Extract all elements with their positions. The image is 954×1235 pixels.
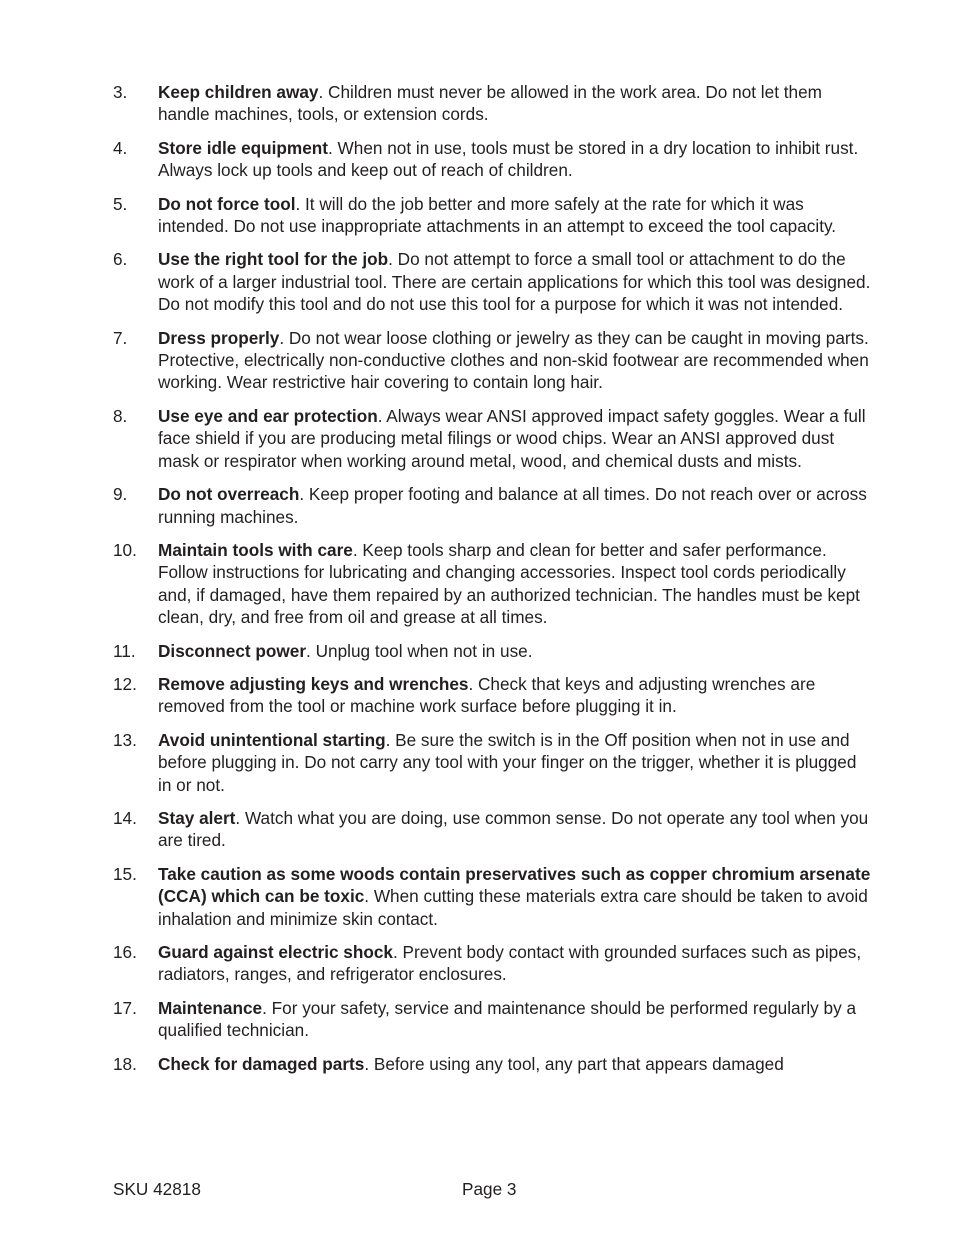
list-item [0,863,954,930]
list-item [0,729,954,796]
item-number: 6. [113,249,128,270]
item-number: 9. [113,484,128,505]
item-heading: Do not overreach [158,484,300,505]
item-number: 16. [113,942,137,962]
item-number: 12. [113,673,137,694]
item-text: . Always wear ANSI approved impact safety goggles. Wear a full face shield if you are producing metal filings or wood chips. Wear an ANSI approved dust mask or respirator when working around metal, wood, and chemical dusts and mists. [158,405,866,471]
item-text: . Watch what you are doing, use common sense. Do not operate any tool when you are tired. [158,807,869,851]
safety-rules-list [0,81,954,1086]
list-item [0,1053,954,1075]
item-number: 17. [113,997,137,1018]
item-body [158,137,872,182]
item-heading: Avoid unintentional starting [158,729,386,750]
item-body [158,81,872,126]
footer-sku: SKU 42818 [113,1179,201,1199]
item-text: . Do not attempt to force a small tool or attachment to do the work of a larger industrial tool. There are certain applications for which this tool was designed. Do not modify this tool and do not use this tool for a purpose for which it was not intended. [158,249,871,315]
list-item [0,248,954,315]
item-body [158,1053,872,1075]
item-text: . Children must never be allowed in the work area. Do not let them handle machines, tools, or extension cords. [158,82,822,125]
item-body [158,327,872,394]
item-heading: Maintain tools with care [158,539,353,560]
item-text: . It will do the job better and more safely at the rate for which it was intended. Do not use inappropriate attachments in an attempt to exceed the tool capacity. [158,193,837,237]
item-number: 8. [113,405,128,426]
item-body [158,483,872,528]
item-number: 18. [113,1053,137,1074]
item-text: . Do not wear loose clothing or jewelry as they can be caught in moving parts. Protective, electrically non-conductive clothes and non-skid footwear are recommended when working. Wear restrictive hair covering to contain long hair. [158,327,869,393]
item-heading: Use the right tool for the job [158,249,389,270]
item-text: . When not in use, tools must be stored in a dry location to inhibit rust. Always lock up tools and keep out of reach of children. [158,137,859,181]
list-item [0,193,954,238]
item-text: . Unplug tool when not in use. [306,640,533,661]
list-item [0,997,954,1042]
item-heading: Guard against electric shock [158,942,393,962]
item-number: 11. [113,640,136,661]
list-item [0,81,954,126]
item-body [158,997,872,1042]
item-text: . Keep tools sharp and clean for better and safer performance. Follow instructions for lubricating and changing accessories. Inspect tool cords periodically and, if damaged, have them repaired by an authorized technician. The handles must be kept clean, dry, and free from oil and grease at all times. [158,539,860,628]
item-number: 5. [113,193,128,214]
item-body [158,673,872,718]
item-heading: Maintenance [158,997,263,1018]
item-body [158,640,872,662]
item-number: 15. [113,863,137,884]
item-number: 13. [113,729,137,750]
item-heading: Check for damaged parts [158,1053,365,1074]
list-item [0,137,954,182]
item-body [158,405,872,472]
list-item [0,673,954,718]
item-text: . Be sure the switch is in the Off position when not in use and before plugging in. Do not carry any tool with your finger on the trigger, whether it is plugged in or not. [158,729,857,795]
list-item [0,539,954,629]
list-item [0,483,954,528]
item-number: 4. [113,137,128,158]
item-text: . Prevent body contact with grounded surfaces such as pipes, radiators, ranges, and refrigerator enclosures. [158,942,862,985]
list-item [0,405,954,472]
item-heading: Use eye and ear protection [158,405,378,426]
item-body [158,941,872,986]
list-item [0,941,954,986]
item-body [158,193,872,238]
item-heading: Keep children away [158,82,319,102]
item-body [158,807,872,852]
item-heading: Dress properly [158,327,280,348]
item-heading: Disconnect power [158,640,307,661]
item-number: 14. [113,807,137,828]
item-heading: Remove adjusting keys and wrenches [158,673,469,694]
item-body [158,539,872,629]
item-body [158,863,872,930]
item-text: . Check that keys and adjusting wrenches are removed from the tool or machine work surface before plugging it in. [158,673,816,717]
item-body [158,729,872,796]
list-item [0,640,954,662]
footer-page-number: Page 3 [462,1179,517,1199]
item-text: . For your safety, service and maintenance should be performed regularly by a qualified technician. [158,997,857,1041]
item-heading: Do not force tool [158,193,296,214]
item-heading: Store idle equipment [158,137,328,158]
item-text: . Before using any tool, any part that appears damaged [364,1053,784,1074]
item-text: . Keep proper footing and balance at all times. Do not reach over or across running machines. [158,484,867,527]
list-item [0,807,954,852]
list-item [0,327,954,394]
item-body [158,248,872,315]
item-heading: Take caution as some woods contain preservatives such as copper chromium arsenate (CCA) which can be toxic [158,863,871,907]
item-number: 3. [113,82,128,102]
item-number: 7. [113,327,128,348]
item-text: . When cutting these materials extra care should be taken to avoid inhalation and minimize skin contact. [158,886,868,929]
item-heading: Stay alert [158,807,236,828]
item-number: 10. [113,539,137,560]
